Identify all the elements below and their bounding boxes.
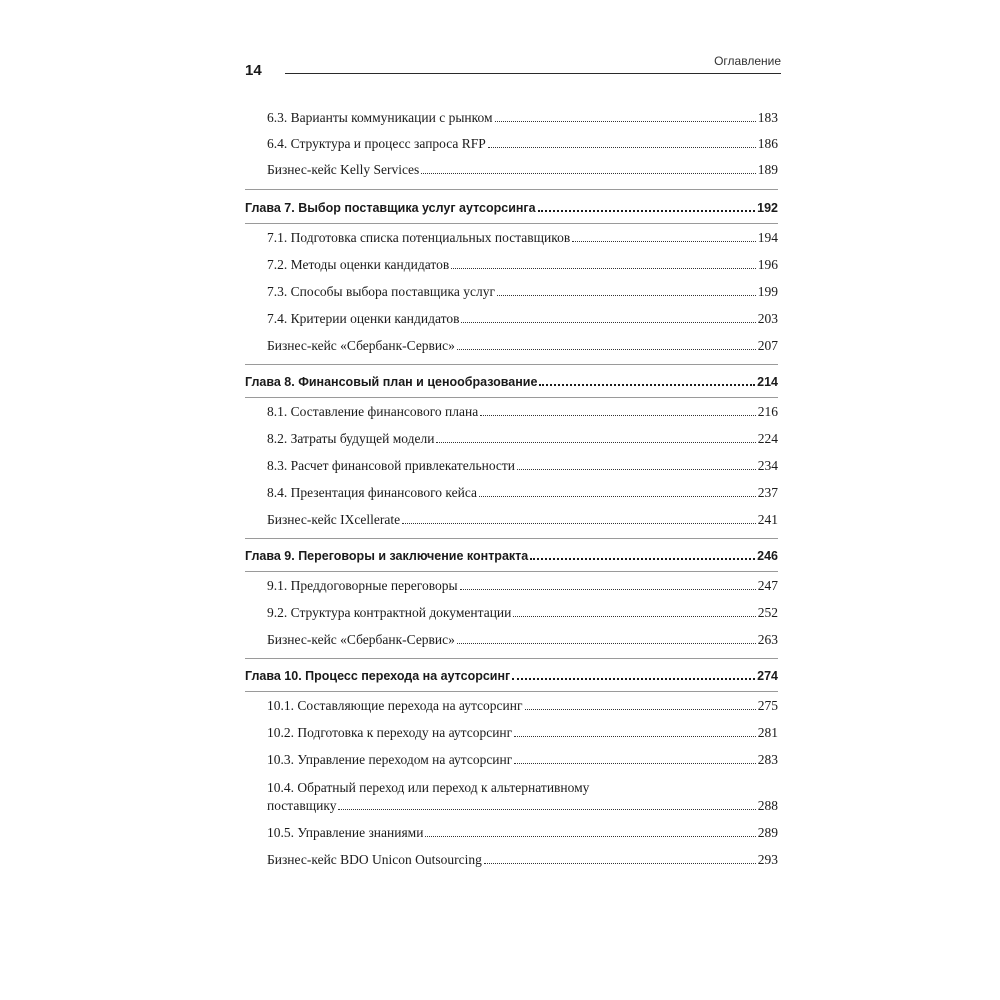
toc-entry-page: 275 [757,698,778,713]
toc-entry-9-1 [267,578,778,594]
toc-entry-page: 247 [757,578,778,593]
toc-entry-page: 241 [757,512,778,527]
toc-entry-page: 199 [757,284,778,299]
page-number: 14 [245,62,262,79]
toc-entry-title: Бизнес-кейс «Сбербанк-Сервис» [267,632,455,647]
toc-entry-7-1 [267,230,778,246]
dot-leader [479,496,756,497]
toc-entry-case-ixcellerate [267,512,778,528]
toc-entry-9-2 [267,605,778,621]
dot-leader [488,147,756,148]
toc-entry-8-2 [267,431,778,447]
dot-leader [513,616,755,617]
dot-leader [461,322,755,323]
toc-entry-line2 [267,798,778,814]
toc-entry-page: 183 [757,110,778,125]
chapter-divider [245,189,778,190]
toc-entry-7-3 [267,284,778,300]
chapter-divider [245,538,778,539]
toc-entry-title: 6.4. Структура и процесс запроса RFP [267,136,486,151]
dot-leader [539,384,755,386]
toc-entry-page: 216 [757,404,778,419]
toc-entry-page: 194 [757,230,778,245]
dot-leader [514,763,755,764]
dot-leader [436,442,755,443]
toc-entry-page: 252 [757,605,778,620]
dot-leader [497,295,756,296]
dot-leader [425,836,755,837]
toc-entry-page: 189 [757,162,778,177]
toc-entry-page: 293 [757,852,778,867]
toc-entry-page: 234 [757,458,778,473]
toc-chapter-7 [245,201,778,215]
chapter-divider [245,364,778,365]
toc-entry-page: 196 [757,257,778,272]
toc-entry-title: Бизнес-кейс BDO Unicon Outsourcing [267,852,482,867]
toc-entry-page: 237 [757,485,778,500]
toc-entry-title: 10.3. Управление переходом на аутсорсинг [267,752,513,767]
toc-chapter-8 [245,375,778,389]
dot-leader [514,736,756,737]
toc-entry-7-4 [267,311,778,327]
toc-chapter-9 [245,549,778,563]
toc-entry-title: 8.2. Затраты будущей модели [267,431,435,446]
toc-entry-10-3 [267,752,778,768]
toc-entry-case-bdo [267,852,778,868]
toc-entry-title: 10.2. Подготовка к переходу на аутсорсинг [267,725,513,740]
toc-entry-title-line2: поставщику [267,798,337,813]
toc-entry-title: Бизнес-кейс Kelly Services [267,162,420,177]
toc-entry-title: 8.4. Презентация финансового кейса [267,485,478,500]
dot-leader [421,173,755,174]
toc-chapter-title: Глава 9. Переговоры и заключение контракта [245,549,529,563]
chapter-divider [245,658,778,659]
toc-chapter-page: 214 [757,375,778,389]
toc-chapter-title: Глава 10. Процесс перехода на аутсорсинг [245,669,511,683]
dot-leader [484,863,756,864]
toc-entry-page: 288 [757,798,778,813]
toc-entry-8-3 [267,458,778,474]
dot-leader [512,678,755,680]
table-of-contents [245,0,778,1000]
toc-chapter-page: 246 [757,549,778,563]
dot-leader [517,469,756,470]
toc-entry-page: 207 [757,338,778,353]
toc-entry-8-4 [267,485,778,501]
toc-entry-title: 6.3. Варианты коммуникации с рынком [267,110,493,125]
toc-entry-title: 7.2. Методы оценки кандидатов [267,257,450,272]
toc-chapter-10 [245,669,778,683]
toc-entry-page: 186 [757,136,778,151]
dot-leader [338,809,755,810]
dot-leader [457,349,756,350]
toc-entry-title: Бизнес-кейс «Сбербанк-Сервис» [267,338,455,353]
dot-leader [457,643,756,644]
dot-leader [480,415,756,416]
toc-entry-page: 283 [757,752,778,767]
toc-entry-title: Бизнес-кейс IXcellerate [267,512,401,527]
toc-entry-title: 7.4. Критерии оценки кандидатов [267,311,460,326]
running-title: Оглавление [714,54,781,68]
toc-entry-page: 203 [757,311,778,326]
chapter-divider [245,691,778,692]
dot-leader [538,210,756,212]
toc-entry-title-line1: 10.4. Обратный переход или переход к альтернативному [267,780,590,795]
toc-entry-page: 263 [757,632,778,647]
toc-entry-7-2 [267,257,778,273]
dot-leader [572,241,756,242]
toc-entry-10-5 [267,825,778,841]
toc-entry-case-kelly [267,162,778,178]
dot-leader [460,589,756,590]
dot-leader [451,268,756,269]
toc-chapter-title: Глава 8. Финансовый план и ценообразование [245,375,538,389]
toc-chapter-title: Глава 7. Выбор поставщика услуг аутсорсинга [245,201,536,215]
toc-entry-page: 224 [757,431,778,446]
toc-entry-case-sberbank-2 [267,632,778,648]
toc-entry-title: 10.1. Составляющие перехода на аутсорсинг [267,698,523,713]
toc-chapter-page: 274 [757,669,778,683]
toc-entry-8-1 [267,404,778,420]
toc-entry-10-2 [267,725,778,741]
toc-entry-case-sberbank-1 [267,338,778,354]
toc-entry-page: 281 [757,725,778,740]
toc-entry-6-4 [267,136,778,152]
toc-entry-title: 7.3. Способы выбора поставщика услуг [267,284,496,299]
toc-entry-title: 7.1. Подготовка списка потенциальных поставщиков [267,230,571,245]
dot-leader [495,121,756,122]
toc-entry-10-1 [267,698,778,714]
dot-leader [525,709,756,710]
toc-entry-title: 9.1. Преддоговорные переговоры [267,578,458,593]
chapter-divider [245,571,778,572]
toc-chapter-page: 192 [757,201,778,215]
chapter-divider [245,223,778,224]
toc-entry-title: 8.3. Расчет финансовой привлекательности [267,458,516,473]
toc-entry-10-4 [267,780,778,814]
dot-leader [530,558,755,560]
toc-entry-page: 289 [757,825,778,840]
toc-entry-title: 8.1. Составление финансового плана [267,404,479,419]
dot-leader [402,523,756,524]
chapter-divider [245,397,778,398]
toc-entry-title: 10.5. Управление знаниями [267,825,424,840]
toc-entry-title: 9.2. Структура контрактной документации [267,605,512,620]
toc-entry-6-3 [267,110,778,126]
